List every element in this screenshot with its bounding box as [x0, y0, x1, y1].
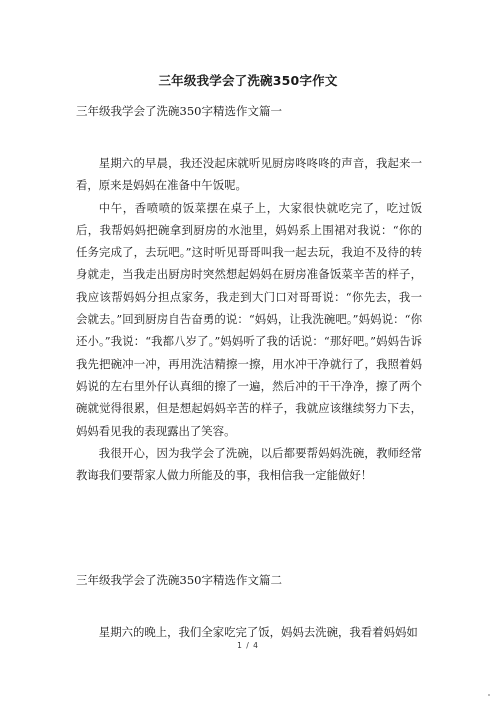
section-body-1 — [76, 152, 422, 486]
page-number: 1 / 4 — [237, 641, 259, 650]
section-heading-1: 三年级我学会了洗碗350字精选作文篇一 — [76, 104, 282, 118]
paragraph: 中午，香喷喷的饭菜摆在桌子上，大家很快就吃完了，吃过饭后，我帮妈妈把碗拿到厨房的水池里，妈妈系上围裙对我说：“你的任务完成了，去玩吧。”这时听见哥哥叫我一起去玩，我迫不及待的转身就走，当我走出厨房时突然想起妈妈在厨房准备饭菜辛苦的样子，我应该帮妈妈分担点家务，我走到大门口对哥哥说：“你先去，我一会就去。”回到厨房自告奋勇的说：“妈妈，让我洗碗吧。”妈妈说：“你还小。”我说：“我都八岁了。”妈妈听了我的话说：“那好吧。”妈妈告诉我先把碗冲一冲，再用洗洁精擦一擦，用水冲干净就行了，我照着妈妈说的左右里外仔认真细的擦了一遍，然后冲的干干净净，擦了两个碗就觉得很累，但是想起妈妈辛苦的样子，我就应该继续努力下去，妈妈看见我的表现露出了笑容。 — [76, 200, 422, 438]
section-body-2 — [76, 621, 422, 643]
scan-dot — [488, 694, 490, 696]
paragraph: 我很开心，因为我学会了洗碗，以后都要帮妈妈洗碗，教师经常教诲我们要帮家人做力所能及的事，我相信我一定能做好！ — [76, 445, 422, 483]
section-heading-2: 三年级我学会了洗碗350字精选作文篇二 — [76, 573, 282, 587]
document-title: 三年级我学会了洗碗350字作文 — [158, 73, 338, 88]
paragraph: 星期六的晚上，我们全家吃完了饭，妈妈去洗碗，我看着妈妈如 — [98, 625, 418, 639]
paragraph: 星期六的早晨，我还没起床就听见厨房咚咚咚的声音，我起来一看，原来是妈妈在准备中午饭呢。 — [76, 156, 422, 193]
